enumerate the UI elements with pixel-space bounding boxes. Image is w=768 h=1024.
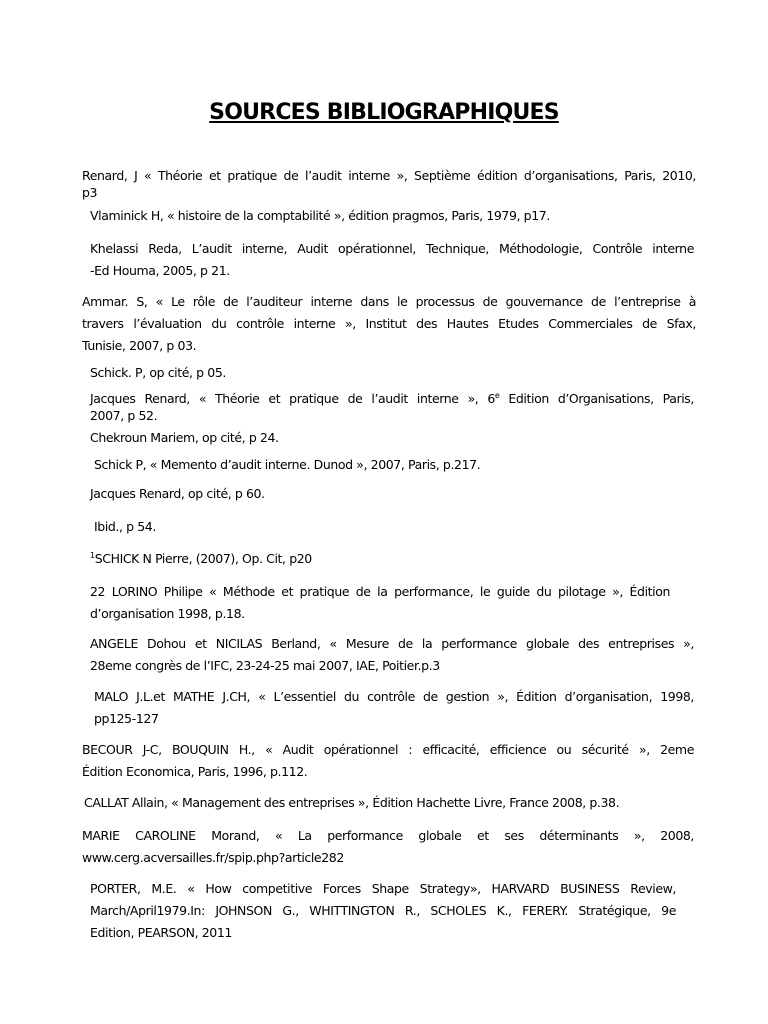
reference-line: 22 LORINO Philipe « Méthode et pratique de la performance, le guide du pilotage », Édition bbox=[90, 584, 670, 599]
reference-item bbox=[90, 390, 694, 424]
reference-line: MARIE CAROLINE Morand, « La performance globale et ses déterminants », 2008, bbox=[82, 828, 694, 843]
reference-line: Ibid., p 54. bbox=[94, 519, 156, 534]
reference-line: BECOUR J-C, BOUQUIN H., « Audit opérationnel : efficacité, efficience ou sécurité », 2eme bbox=[82, 742, 694, 757]
reference-item bbox=[94, 454, 694, 476]
reference-line: Schick P, « Memento d’audit interne. Dunod », 2007, Paris, p.217. bbox=[94, 457, 481, 472]
reference-line: Vlaminick H, « histoire de la comptabilité », édition pragmos, Paris, 1979, p17. bbox=[90, 208, 550, 223]
reference-line: March/April1979.In: JOHNSON G., WHITTINGTON R., SCHOLES K., FERERY. Stratégique, 9e bbox=[90, 903, 676, 918]
reference-item bbox=[90, 548, 690, 570]
page-title: SOURCES BIBLIOGRAPHIQUES bbox=[209, 100, 559, 125]
reference-line: Jacques Renard, « Théorie et pratique de l’audit interne », 6e Edition d’Organisations, Paris, bbox=[90, 390, 694, 406]
reference-line: PORTER, M.E. « How competitive Forces Shape Strategy», HARVARD BUSINESS Review, bbox=[90, 881, 676, 896]
reference-line: pp125-127 bbox=[94, 711, 159, 726]
reference-line: Ammar. S, « Le rôle de l’auditeur interne dans le processus de gouvernance de l’entreprise à bbox=[82, 294, 696, 309]
reference-line: travers l’évaluation du contrôle interne », Institut des Hautes Etudes Commerciales de Sfax, bbox=[82, 316, 696, 331]
reference-item bbox=[90, 633, 694, 677]
reference-item bbox=[82, 825, 694, 869]
reference-item bbox=[84, 792, 684, 814]
reference-line: Chekroun Mariem, op cité, p 24. bbox=[90, 430, 279, 445]
reference-line: p3 bbox=[82, 185, 98, 200]
reference-line: 2007, p 52. bbox=[90, 408, 158, 423]
reference-item bbox=[82, 167, 696, 201]
reference-item bbox=[82, 739, 694, 783]
reference-line: ANGELE Dohou et NICILAS Berland, « Mesure de la performance globale des entreprises », bbox=[90, 636, 694, 651]
reference-line: Renard, J « Théorie et pratique de l’audit interne », Septième édition d’organisations, Paris, 2010, bbox=[82, 168, 696, 183]
reference-line: Schick. P, op cité, p 05. bbox=[90, 365, 226, 380]
reference-item bbox=[90, 581, 670, 625]
reference-line: Edition, PEARSON, 2011 bbox=[90, 925, 232, 940]
reference-line: Jacques Renard, op cité, p 60. bbox=[90, 486, 265, 501]
reference-item bbox=[90, 238, 694, 282]
reference-item bbox=[90, 362, 690, 384]
reference-item bbox=[94, 516, 694, 538]
reference-item bbox=[90, 483, 690, 505]
reference-line: Tunisie, 2007, p 03. bbox=[82, 338, 197, 353]
reference-line: CALLAT Allain, « Management des entreprises », Édition Hachette Livre, France 2008, p.38. bbox=[84, 795, 620, 810]
reference-line: 28eme congrès de l’IFC, 23-24-25 mai 2007, IAE, Poitier.p.3 bbox=[90, 658, 440, 673]
reference-item bbox=[82, 291, 696, 357]
reference-line: www.cerg.acversailles.fr/spip.php?article282 bbox=[82, 850, 344, 865]
reference-item bbox=[90, 427, 690, 449]
reference-line: Khelassi Reda, L’audit interne, Audit opérationnel, Technique, Méthodologie, Contrôle interne bbox=[90, 241, 694, 256]
reference-line: $^1$SCHICK N Pierre, (2007), Op. Cit, p20 bbox=[90, 550, 312, 566]
reference-line: d’organisation 1998, p.18. bbox=[90, 606, 245, 621]
reference-line: Édition Economica, Paris, 1996, p.112. bbox=[82, 764, 308, 779]
reference-item bbox=[90, 878, 676, 944]
reference-item bbox=[94, 686, 694, 730]
reference-item bbox=[90, 205, 690, 227]
reference-line: -Ed Houma, 2005, p 21. bbox=[90, 263, 230, 278]
reference-line: MALO J.L.et MATHE J.CH, « L’essentiel du contrôle de gestion », Édition d’organisation, 1998, bbox=[94, 689, 694, 704]
